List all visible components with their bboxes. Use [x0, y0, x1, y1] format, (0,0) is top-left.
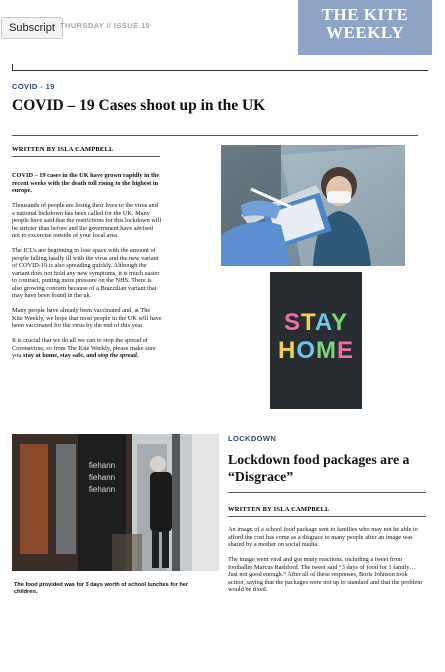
- food-byline: WRITTEN BY ISLA CAMPBELL: [228, 506, 330, 513]
- food-paragraph-1: An image of a school food package sent to families who may not be able to afford the cost has come as a disgrace to many people after an image was shared by a mother on social media.: [228, 526, 418, 548]
- food-article-body: [228, 526, 426, 601]
- stay-text-letter: Y: [331, 309, 349, 336]
- section-label-lockdown: LOCKDOWN: [228, 434, 277, 443]
- stay-text: [284, 309, 348, 336]
- paragraph-4-bold-italic: stop the spread.: [97, 352, 139, 359]
- masthead-line2: WEEKLY: [326, 23, 404, 42]
- stay-text-letter: T: [300, 309, 315, 336]
- food-headline-rule: [228, 492, 426, 493]
- food-headline: Lockdown food packages are a “Disgrace”: [228, 452, 410, 484]
- food-byline-rule: [228, 516, 426, 517]
- dateline: THURSDAY // ISSUE 19: [60, 21, 151, 30]
- masthead: [298, 0, 432, 55]
- headline-rule: [12, 135, 418, 136]
- main-article-paragraph-2: The ICUs are beginning to lose space with the amount of people falling fatally ill with the virus and the new variant of COVID-19 is also spreading quickly. Although the variant does not hold any new symptoms, it is much easier to contract, putting more pressure on the NHS. There is also growing concern because of a Brazzilian variant that may have been found in the uk.: [12, 247, 160, 299]
- byline-rule: [12, 156, 160, 157]
- covid-test-photo: [221, 145, 405, 266]
- main-article-paragraph-3: Many people have already been vaccinated and, at The Kite Weekly, we hope that most people in the UK will have been vaccinated for the virus by the end of this year.: [12, 307, 162, 329]
- shop-photo-caption: The food provided was for 3 days worth of school lunches for her children.: [14, 582, 189, 595]
- paragraph-4-text: It is crucial that we do all we can to stop the spread of Coronavirus, so from The Kite Weekly, please make sure you: [12, 337, 156, 359]
- main-headline: COVID – 19 Cases shoot up in the UK: [12, 97, 266, 114]
- main-article-body: [12, 172, 162, 367]
- masthead-line1: THE KITE: [321, 5, 409, 24]
- section-label-covid: COVID - 19: [12, 82, 55, 91]
- shop-sign-1: fiehann: [88, 461, 116, 470]
- home-text-letter: M: [316, 337, 337, 364]
- stay-home-poster: [270, 272, 362, 409]
- shop-sign-3: fiehann: [88, 485, 116, 494]
- home-text-letter: O: [296, 337, 316, 364]
- home-text-letter: H: [277, 337, 297, 364]
- stay-text-letter: A: [314, 309, 332, 336]
- main-byline: WRITTEN BY ISLA CAMPBELL: [12, 146, 114, 153]
- header-rule: [12, 70, 428, 71]
- main-article-paragraph-4: [12, 337, 162, 360]
- subscript-button[interactable]: Subscript: [1, 17, 63, 39]
- shop-sign-2: fiehann: [88, 473, 116, 482]
- stay-text-letter: S: [283, 309, 301, 336]
- home-text: [278, 337, 354, 364]
- paragraph-4-bold: stay at home, stay safe, and: [23, 352, 98, 359]
- main-article-lead: COVID – 19 cases in the UK have grown rapidly in the recent weeks with the death toll rising to the highest in europe.: [12, 172, 160, 194]
- main-article-paragraph-1: Thousands of people are losing their lives to the virus and a national lockdown has been called for the UK. Many people have said that the restrictions for this lockdown will be stricter than before and the government have advised not to excercise outside of your local area.: [12, 202, 162, 239]
- home-text-letter: E: [337, 337, 355, 364]
- shop-queue-photo: [12, 434, 219, 571]
- food-paragraph-2: The image went viral and got many reactions, including a tweet from footballer Marcus Rashford. The tweet said “3 days of food for 1 family… Just not good enough.” After all of these responses, Boris Johnson took action, saying that the packages were not up to standard and that the problem would be fixed.: [228, 556, 423, 593]
